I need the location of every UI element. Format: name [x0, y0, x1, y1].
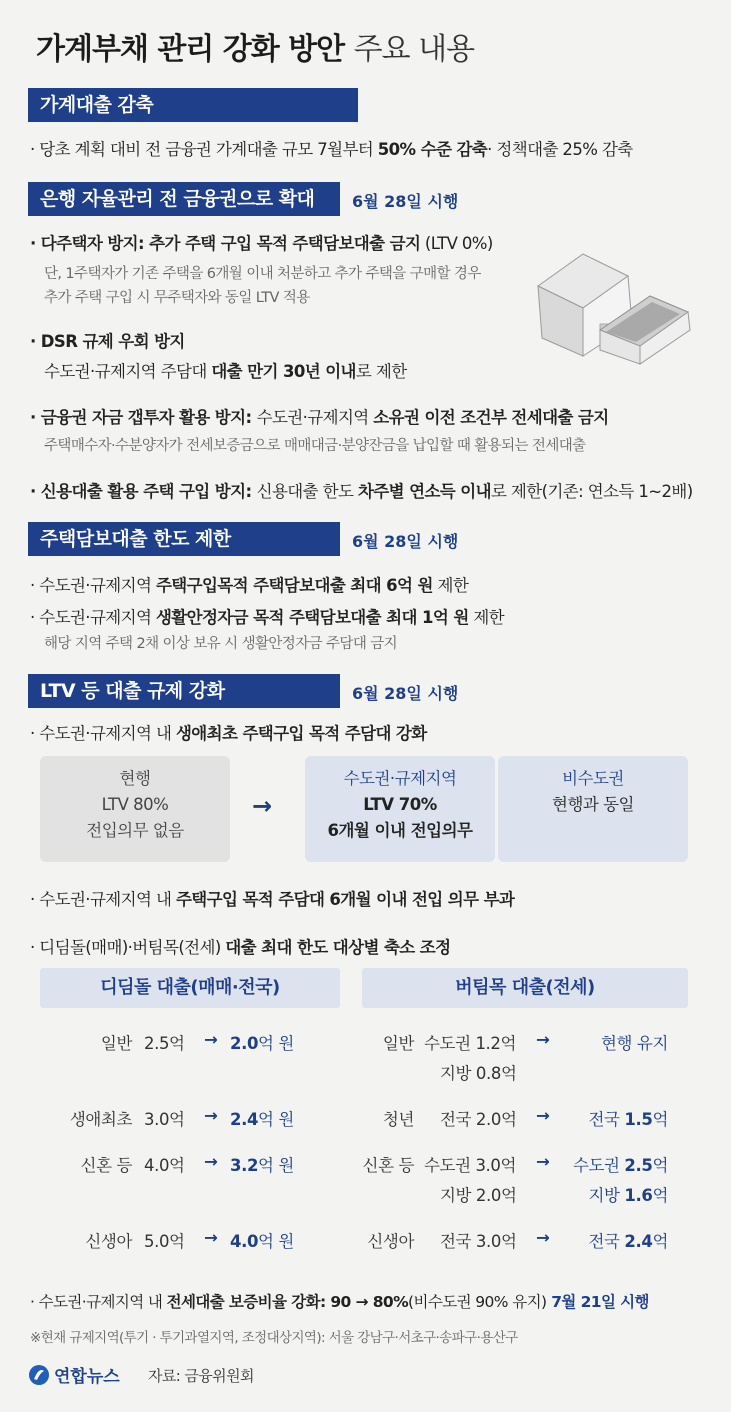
- table-row-label: 일반: [100, 1034, 132, 1053]
- arrow-right-icon: →: [536, 1106, 550, 1125]
- table-cell-from: 수도권 1.2억: [424, 1034, 517, 1053]
- s3-item-living-fund-note: 해당 지역 주택 2채 이상 보유 시 생활안정자금 주담대 금지: [44, 636, 398, 652]
- table-row-label: 신혼 등: [80, 1156, 132, 1175]
- s3-item-living-fund-limit: · 수도권·규제지역 생활안정자금 목적 주택담보대출 최대 1억 원 제한: [30, 608, 504, 627]
- s3-item-purchase-limit: · 수도권·규제지역 주택구입목적 주택담보대출 최대 6억 원 제한: [30, 576, 469, 595]
- s1-line: · 당초 계획 대비 전 금융권 가계대출 규모 7월부터 50% 수준 감축· 정책대출 25% 감축: [30, 140, 633, 159]
- yonhap-logo-icon: [28, 1364, 50, 1386]
- arrow-right-icon: →: [252, 792, 273, 820]
- s2-item-credit-loan: · 신용대출 활용 주택 구입 방지: 신용대출 한도 차주별 연소득 이내로 제한(기존: 연소득 1~2배): [30, 482, 693, 501]
- s4-item-first-home: · 수도권·규제지역 내 생애최초 주택구입 목적 주담대 강화: [30, 724, 427, 743]
- table-row-label: 신혼 등: [362, 1156, 414, 1175]
- arrow-right-icon: →: [536, 1228, 550, 1247]
- yonhap-logo: 연합뉴스: [28, 1362, 120, 1387]
- s2-item-gap-investment: · 금융권 자금 갭투자 활용 방지: 수도권·규제지역 소유권 이전 조건부 전세대출 금지: [30, 408, 609, 427]
- table-cell-from: 5.0억: [144, 1232, 185, 1251]
- s2-item-multi-home: · 다주택자 방지: 추가 주택 구입 목적 주택담보대출 금지 (LTV 0%): [30, 234, 493, 253]
- arrow-right-icon: →: [536, 1152, 550, 1171]
- didimdol-table: [40, 1030, 340, 1290]
- table-cell-from: 2.5억: [144, 1034, 185, 1053]
- table-cell-from: 지방 2.0억: [440, 1186, 517, 1205]
- beotimmok-table: [362, 1030, 688, 1290]
- table-cell-from: 4.0억: [144, 1156, 185, 1175]
- footer-source: 자료: 금융위원회: [148, 1367, 254, 1385]
- table-head-didimdol: 디딤돌 대출(매매·전국): [40, 968, 340, 1008]
- table-cell-from: 전국 3.0억: [440, 1232, 517, 1251]
- section-header-ltv-tightening: LTV 등 대출 규제 강화: [28, 674, 340, 708]
- arrow-right-icon: →: [536, 1030, 550, 1049]
- title-sub: 주요 내용: [353, 32, 475, 67]
- s4-item-policy-loan: · 디딤돌(매매)·버팀목(전세) 대출 최대 한도 대상별 축소 조정: [30, 938, 451, 957]
- s3-date: 6월 28일 시행: [352, 532, 459, 551]
- footnote-regulated-areas: ※현재 규제지역(투기 · 투기과열지역, 조정대상지역): 서울 강남구·서초구·송파구·용산구: [30, 1330, 518, 1346]
- table-cell-from: 지방 0.8억: [440, 1064, 517, 1083]
- section-header-mortgage-limit: 주택담보대출 한도 제한: [28, 522, 340, 556]
- table-cell-to: 수도권 2.5억: [572, 1156, 668, 1175]
- arrow-right-icon: →: [204, 1152, 218, 1171]
- table-cell-to: 2.4억 원: [230, 1110, 294, 1129]
- table-cell-to: 3.2억 원: [230, 1156, 294, 1175]
- s2-item-gap-investment-note: 주택매수자·수분양자가 전세보증금으로 매매대금·분양잔금을 납입할 때 활용되는 전세대출: [44, 438, 586, 454]
- table-cell-to: 전국 2.4억: [588, 1232, 668, 1251]
- box-current-policy: 현행 LTV 80% 전입의무 없음: [40, 756, 230, 862]
- table-cell-from: 수도권 3.0억: [424, 1156, 517, 1175]
- table-row-label: 생애최초: [69, 1110, 132, 1129]
- box-metro-region: 수도권·규제지역 LTV 70% 6개월 이내 전입의무: [305, 756, 495, 862]
- table-cell-to: 전국 1.5억: [588, 1110, 668, 1129]
- arrow-right-icon: →: [204, 1030, 218, 1049]
- box-non-metro: 비수도권 현행과 동일: [498, 756, 688, 862]
- arrow-right-icon: →: [204, 1106, 218, 1125]
- title-main: 가계부채 관리 강화 방안: [36, 32, 345, 67]
- s2-item-dsr: · DSR 규제 우회 방지: [30, 332, 185, 351]
- table-cell-to: 현행 유지: [600, 1034, 668, 1053]
- table-row-label: 일반: [382, 1034, 414, 1053]
- house-illustration: [528, 246, 700, 368]
- table-row-label: 신생아: [367, 1232, 414, 1251]
- s2-item-multi-home-note1: 단, 1주택자가 기존 주택을 6개월 이내 처분하고 추가 주택을 구매할 경우: [44, 266, 481, 282]
- section-header-household-loan-reduction: 가계대출 감축: [28, 88, 358, 122]
- table-cell-to: 지방 1.6억: [588, 1186, 668, 1205]
- table-row-label: 청년: [382, 1110, 414, 1129]
- table-head-beotimmok: 버팀목 대출(전세): [362, 968, 688, 1008]
- s4-date: 6월 28일 시행: [352, 684, 459, 703]
- s4-item-move-in-obligation: · 수도권·규제지역 내 주택구입 목적 주담대 6개월 이내 전입 의무 부과: [30, 890, 515, 909]
- s2-item-multi-home-note2: 추가 주택 구입 시 무주택자와 동일 LTV 적용: [44, 290, 310, 306]
- table-cell-from: 3.0억: [144, 1110, 185, 1129]
- page-title: [36, 24, 474, 68]
- table-cell-from: 전국 2.0억: [440, 1110, 517, 1129]
- s2-item-dsr-detail: 수도권·규제지역 주담대 대출 만기 30년 이내로 제한: [44, 362, 407, 381]
- s2-date: 6월 28일 시행: [352, 192, 459, 211]
- s4-item-jeonse-guarantee: · 수도권·규제지역 내 전세대출 보증비율 강화: 90 → 80%(비수도권 90% 유지) 7월 21일 시행: [30, 1293, 649, 1311]
- arrow-right-icon: →: [204, 1228, 218, 1247]
- table-cell-to: 2.0억 원: [230, 1034, 294, 1053]
- table-cell-to: 4.0억 원: [230, 1232, 294, 1251]
- table-row-label: 신생아: [85, 1232, 132, 1251]
- section-header-bank-self-management: 은행 자율관리 전 금융권으로 확대: [28, 182, 340, 216]
